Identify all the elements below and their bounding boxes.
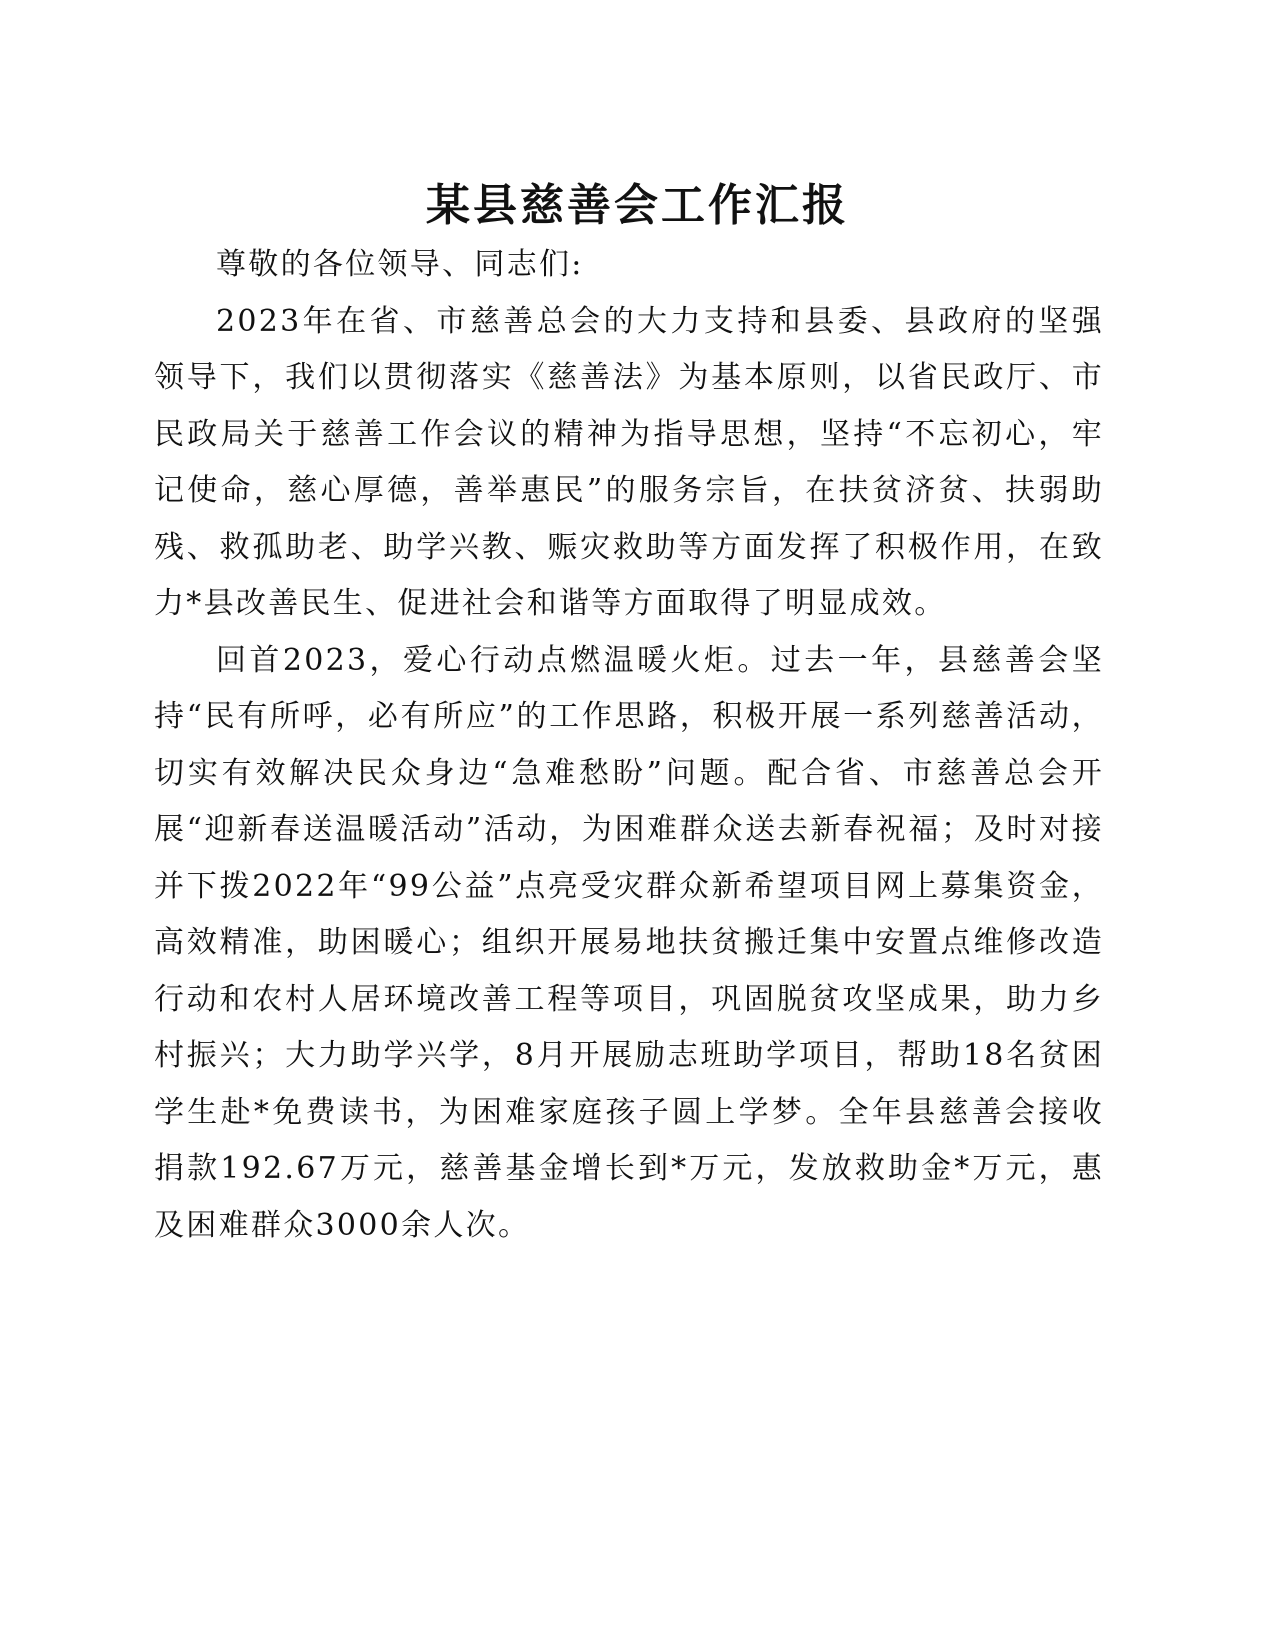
document-body	[154, 237, 1104, 1254]
paragraph-intro: 2023年在省、市慈善总会的大力支持和县委、县政府的坚强领导下，我们以贯彻落实《慈善法》为基本原则，以省民政厅、市民政局关于慈善工作会议的精神为指导思想，坚持“不忘初心，牢记使命，慈心厚德，善举惠民”的服务宗旨，在扶贫济贫、扶弱助残、救孤助老、助学兴教、赈灾救助等方面发挥了积极作用，在致力*县改善民生、促进社会和谐等方面取得了明显成效。	[154, 303, 1104, 621]
paragraph-review: 回首2023，爱心行动点燃温暖火炬。过去一年，县慈善会坚持“民有所呼，必有所应”的工作思路，积极开展一系列慈善活动，切实有效解决民众身边“急难愁盼”问题。配合省、市慈善总会开展“迎新春送温暖活动”活动，为困难群众送去新春祝福；及时对接并下拨2022年“99公益”点亮受灾群众新希望项目网上募集资金，高效精准，助困暖心；组织开展易地扶贫搬迁集中安置点维修改造行动和农村人居环境改善工程等项目，巩固脱贫攻坚成果，助力乡村振兴；大力助学兴学，8月开展励志班助学项目，帮助18名贫困学生赴*免费读书，为困难家庭孩子圆上学梦。全年县慈善会接收捐款192.67万元，慈善基金增长到*万元，发放救助金*万元，惠及困难群众3000余人次。	[154, 642, 1104, 1243]
document-title: 某县慈善会工作汇报	[426, 180, 849, 231]
salutation: 尊敬的各位领导、同志们:	[216, 247, 584, 282]
